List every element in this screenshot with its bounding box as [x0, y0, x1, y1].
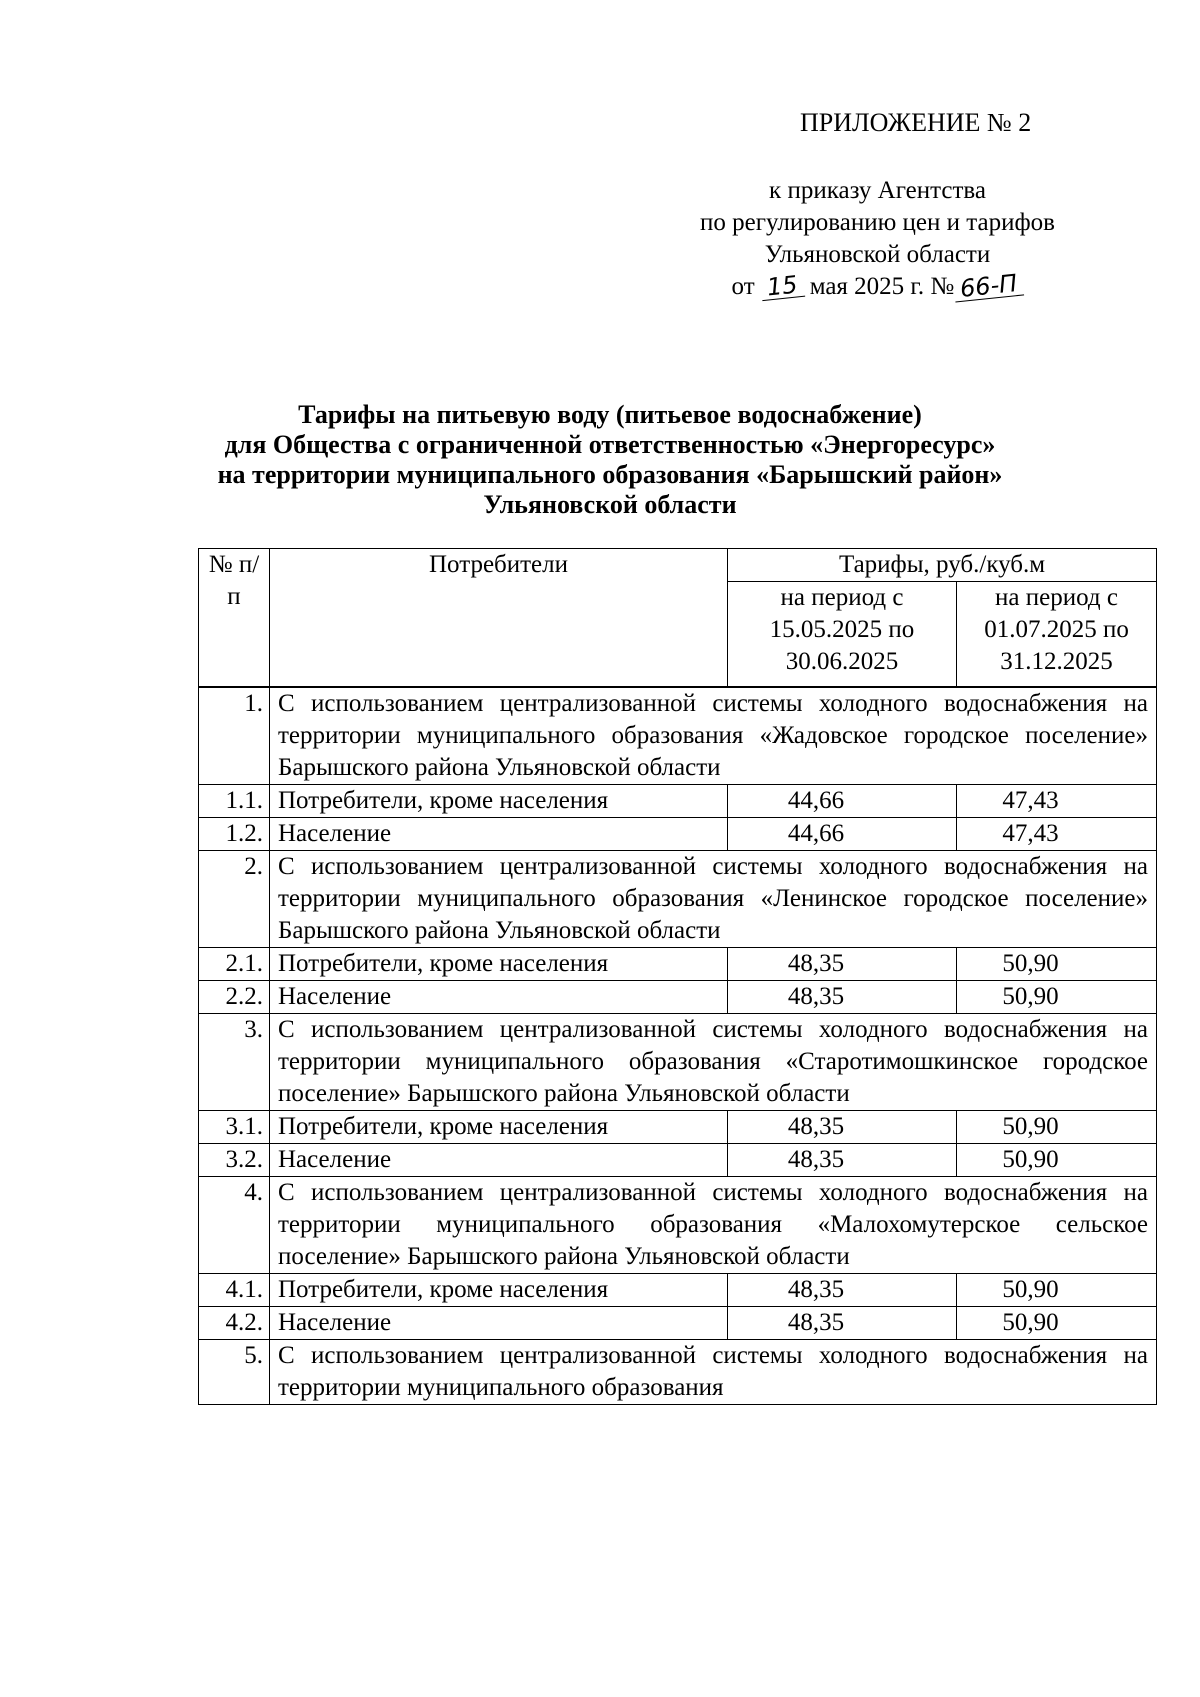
date-rest: мая 2025 г. № — [809, 273, 955, 300]
row-number: 5. — [199, 1340, 270, 1405]
tariff-value-period-1: 48,35 — [728, 1144, 957, 1177]
row-number: 2. — [199, 851, 270, 948]
document-title — [0, 400, 1200, 520]
row-consumer-text: Население — [270, 981, 728, 1014]
table-row — [199, 948, 1157, 981]
table-row — [199, 785, 1157, 818]
tariff-value-period-1: 48,35 — [728, 1274, 957, 1307]
row-number: 4.1. — [199, 1274, 270, 1307]
row-number: 2.1. — [199, 948, 270, 981]
appendix-lines — [600, 175, 1155, 303]
row-number: 1.1. — [199, 785, 270, 818]
tariff-value-period-2: 47,43 — [957, 785, 1157, 818]
row-consumer-text: С использованием централизованной системы холодного водоснабжения на территории муниципального образования — [270, 1340, 1157, 1405]
row-consumer-text: Население — [270, 1307, 728, 1340]
tariff-value-period-1: 44,66 — [728, 785, 957, 818]
row-number: 3.2. — [199, 1144, 270, 1177]
row-number: 1.2. — [199, 818, 270, 851]
row-number: 4. — [199, 1177, 270, 1274]
appendix-title: ПРИЛОЖЕНИЕ № 2 — [800, 108, 1032, 137]
title-line-4: Ульяновской области — [483, 490, 737, 519]
handwritten-day: 15 — [760, 272, 805, 301]
title-line-3: на территории муниципального образования «Барышский район» — [217, 460, 1003, 489]
tariff-value-period-2: 50,90 — [957, 981, 1157, 1014]
tariff-value-period-1: 48,35 — [728, 1307, 957, 1340]
row-number: 3. — [199, 1014, 270, 1111]
tariff-value-period-1: 48,35 — [728, 981, 957, 1014]
table-row — [199, 1340, 1157, 1405]
table-row — [199, 1014, 1157, 1111]
table-row — [199, 818, 1157, 851]
handwritten-order-number: 66-П — [953, 270, 1024, 302]
tariff-value-period-2: 50,90 — [957, 1307, 1157, 1340]
table-row — [199, 1307, 1157, 1340]
row-number: 2.2. — [199, 981, 270, 1014]
row-consumer-text: С использованием централизованной системы холодного водоснабжения на территории муниципального образования «Ленинское городское поселение» Барышского района Ульяновской области — [270, 851, 1157, 948]
row-number: 4.2. — [199, 1307, 270, 1340]
row-consumer-text: Потребители, кроме населения — [270, 785, 728, 818]
table-header-row — [199, 549, 1157, 582]
tariffs-table — [198, 548, 1157, 1405]
header-period-1: на период с 15.05.2025 по 30.06.2025 — [728, 582, 957, 688]
tariff-value-period-1: 48,35 — [728, 1111, 957, 1144]
table-row — [199, 687, 1157, 785]
header-num: № п/п — [199, 549, 270, 688]
row-consumer-text: С использованием централизованной системы холодного водоснабжения на территории муниципального образования «Жадовское городское поселение» Барышского района Ульяновской области — [270, 687, 1157, 785]
tariff-value-period-1: 44,66 — [728, 818, 957, 851]
tariff-value-period-2: 50,90 — [957, 1274, 1157, 1307]
table-row — [199, 1111, 1157, 1144]
row-consumer-text: С использованием централизованной системы холодного водоснабжения на территории муниципального образования «Малохомутерское сельское поселение» Барышского района Ульяновской области — [270, 1177, 1157, 1274]
row-number: 1. — [199, 687, 270, 785]
appendix-line-3: Ульяновской области — [764, 241, 991, 268]
title-line-1: Тарифы на питьевую воду (питьевое водоснабжение) — [298, 400, 922, 429]
appendix-line-2: по регулированию цен и тарифов — [700, 209, 1055, 236]
row-consumer-text: Население — [270, 818, 728, 851]
table-row — [199, 1274, 1157, 1307]
header-period-2: на период с 01.07.2025 по 31.12.2025 — [957, 582, 1157, 688]
table-row — [199, 1177, 1157, 1274]
title-line-2: для Общества с ограниченной ответственностью «Энергоресурс» — [224, 430, 996, 459]
row-consumer-text: Потребители, кроме населения — [270, 1111, 728, 1144]
tariff-value-period-2: 50,90 — [957, 1144, 1157, 1177]
appendix-line-1: к приказу Агентства — [769, 177, 986, 204]
row-consumer-text: Потребители, кроме населения — [270, 1274, 728, 1307]
table-row — [199, 851, 1157, 948]
tariff-value-period-2: 47,43 — [957, 818, 1157, 851]
header-consumers: Потребители — [270, 549, 728, 688]
row-consumer-text: Потребители, кроме населения — [270, 948, 728, 981]
date-prefix: от — [731, 273, 755, 300]
table-row — [199, 981, 1157, 1014]
tariff-value-period-2: 50,90 — [957, 1111, 1157, 1144]
appendix-date-line — [600, 271, 1155, 303]
row-number: 3.1. — [199, 1111, 270, 1144]
row-consumer-text: Население — [270, 1144, 728, 1177]
table-row — [199, 1144, 1157, 1177]
row-consumer-text: С использованием централизованной системы холодного водоснабжения на территории муниципального образования «Старотимошкинское городское поселение» Барышского района Ульяновской области — [270, 1014, 1157, 1111]
header-tariffs: Тарифы, руб./куб.м — [728, 549, 1157, 582]
tariff-value-period-2: 50,90 — [957, 948, 1157, 981]
tariff-value-period-1: 48,35 — [728, 948, 957, 981]
